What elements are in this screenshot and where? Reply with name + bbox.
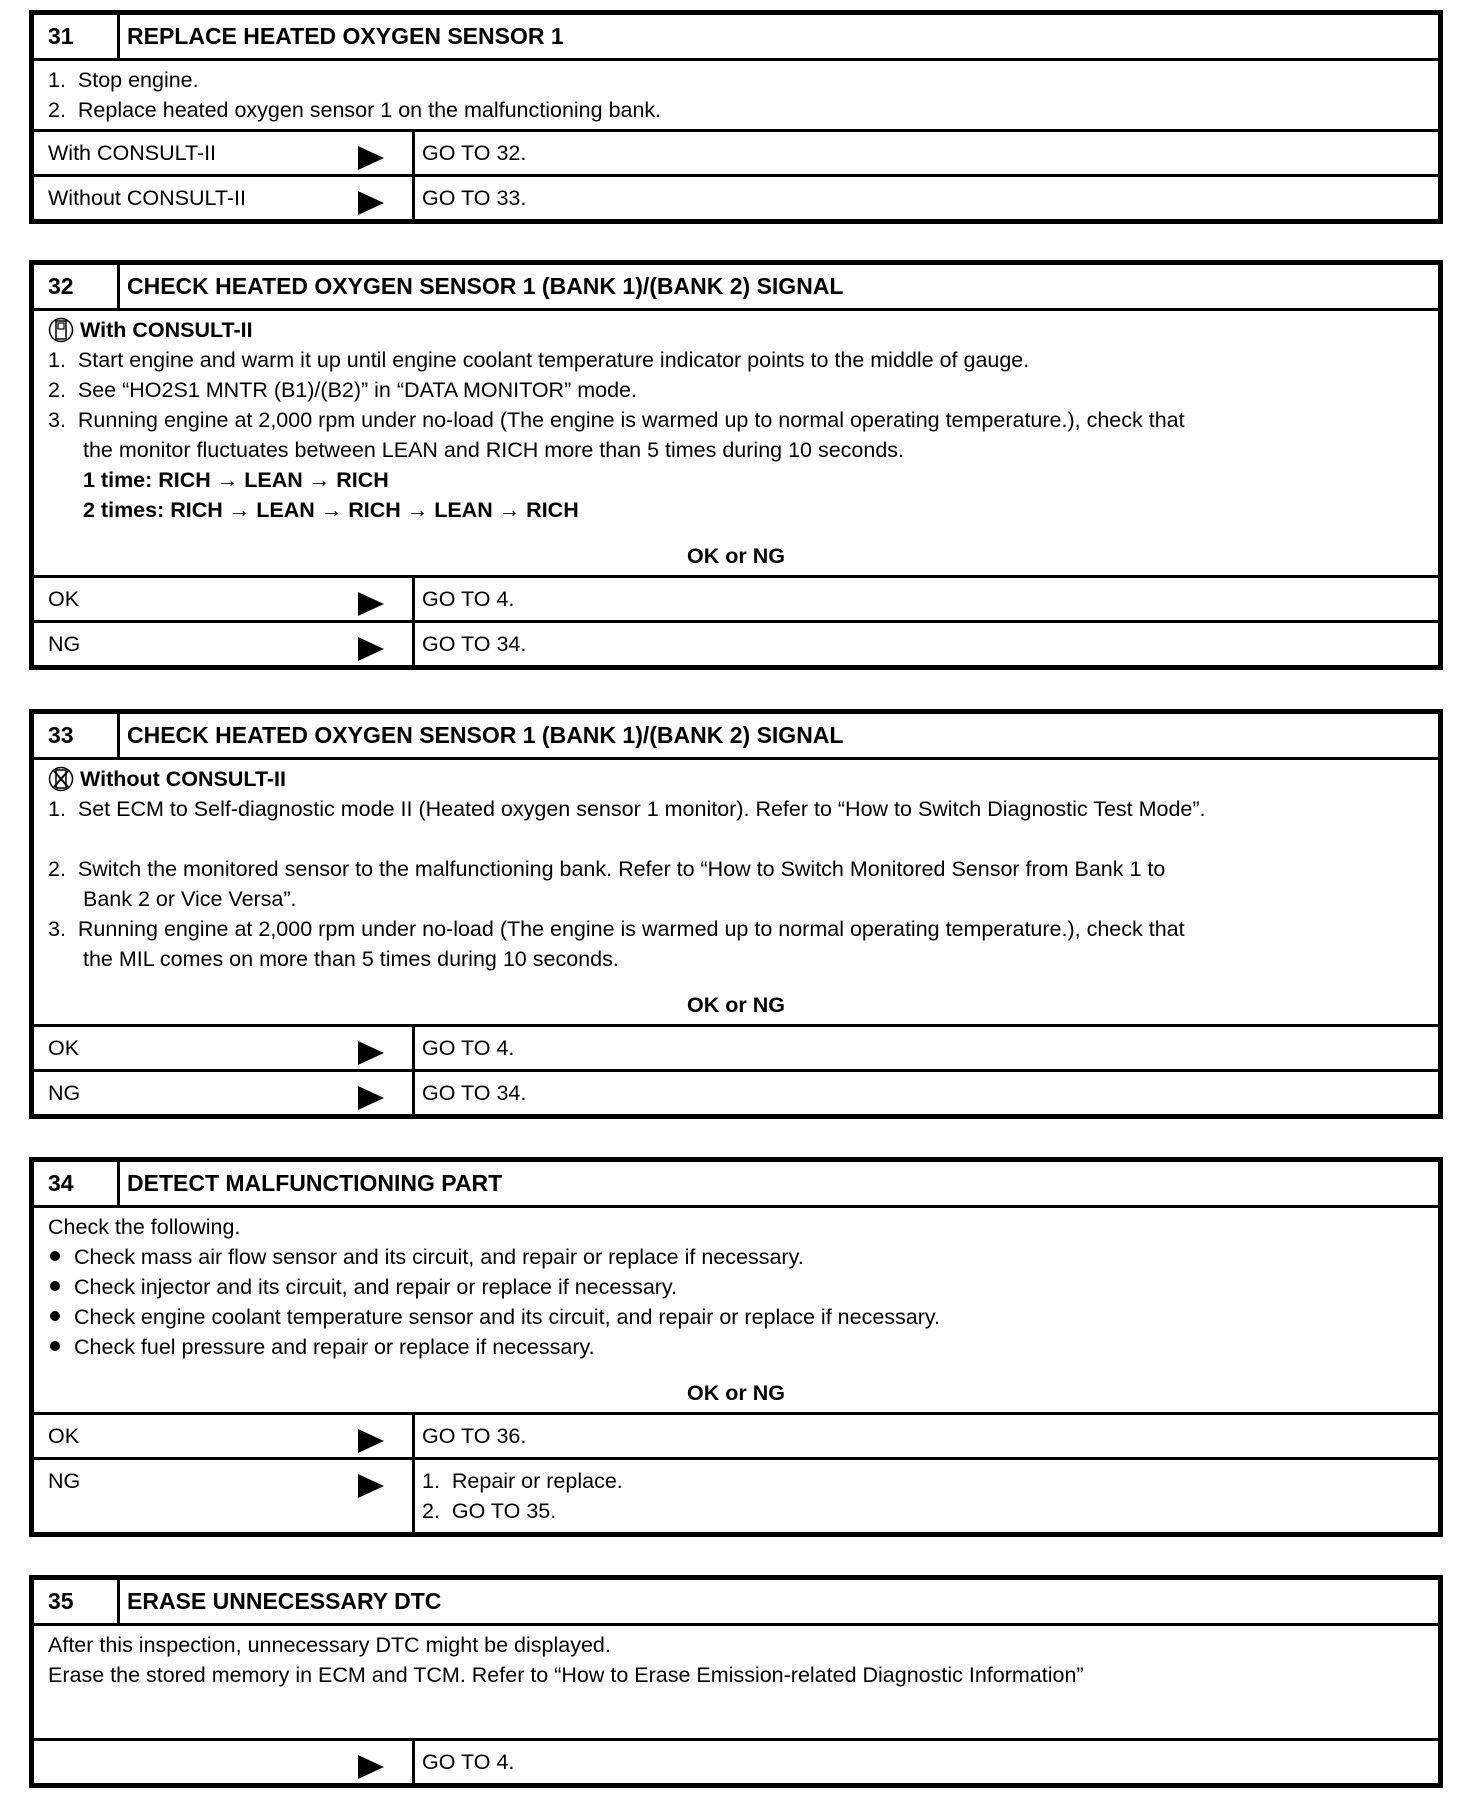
step-line: After this inspection, unnecessary DTC might be displayed. (48, 1633, 611, 1657)
step-body (34, 1208, 1438, 1415)
arrow-right-icon (358, 1041, 384, 1065)
step-line: 1. Stop engine. (48, 68, 199, 92)
consult-header-label: With CONSULT-II (80, 318, 253, 342)
step-line: 1. Set ECM to Self-diagnostic mode II (Heated oxygen sensor 1 monitor). Refer to “How to Switch Diagnostic Test Mode”. (48, 797, 1206, 821)
result-action-line: 1. Repair or replace. (422, 1469, 623, 1493)
step-line: 1. Start engine and warm it up until engine coolant temperature indicator points to the middle of gauge. (48, 348, 1030, 372)
step-body (34, 760, 1438, 1027)
arrow-right-icon (358, 191, 384, 215)
result-condition: NG (48, 632, 81, 656)
result-condition: NG (48, 1469, 81, 1493)
result-action: GO TO 4. (422, 1750, 515, 1774)
result-condition: Without CONSULT-II (48, 186, 246, 210)
result-condition: OK (48, 1036, 80, 1060)
step-title-row (34, 1580, 1438, 1626)
arrow-right-icon (358, 1474, 384, 1498)
arrow-right-icon (358, 592, 384, 616)
result-row (34, 1460, 1438, 1532)
arrow-right-icon (358, 1086, 384, 1110)
step-title: DETECT MALFUNCTIONING PART (127, 1170, 503, 1196)
result-row (34, 1072, 1438, 1114)
step-title: CHECK HEATED OXYGEN SENSOR 1 (BANK 1)/(BANK 2) SIGNAL (127, 722, 844, 748)
step-number: 34 (34, 1162, 120, 1205)
step-title-row (34, 714, 1438, 760)
bullet-item (48, 1332, 1424, 1362)
bullet-text: Check mass air flow sensor and its circuit, and repair or replace if necessary. (74, 1245, 804, 1269)
step-number: 35 (34, 1580, 120, 1623)
example-line: 2 times: RICH → LEAN → RICH → LEAN → RICH (83, 498, 579, 522)
step-line: Bank 2 or Vice Versa”. (83, 887, 297, 911)
no-consult-ii-icon (48, 766, 74, 792)
step-title-row (34, 15, 1438, 61)
result-row (34, 1027, 1438, 1072)
judgement-label: OK or NG (687, 1381, 785, 1405)
result-row (34, 623, 1438, 665)
consult-header (48, 315, 1424, 345)
step-body (34, 311, 1438, 578)
step-line: the monitor fluctuates between LEAN and RICH more than 5 times during 10 seconds. (83, 438, 905, 462)
result-action-line: 2. GO TO 35. (422, 1499, 557, 1523)
step-line: 2. See “HO2S1 MNTR (B1)/(B2)” in “DATA MONITOR” mode. (48, 378, 637, 402)
result-action: GO TO 34. (422, 1081, 527, 1105)
bullet-item (48, 1302, 1424, 1332)
result-action: GO TO 4. (422, 587, 515, 611)
step-number: 33 (34, 714, 120, 757)
bullet-item (48, 1242, 1424, 1272)
step-body (34, 61, 1438, 132)
bullet-icon (50, 1251, 60, 1261)
step-32-box (29, 260, 1443, 670)
step-34-box (29, 1157, 1443, 1537)
result-action (415, 1460, 1438, 1532)
result-action: GO TO 4. (422, 1036, 515, 1060)
result-action: GO TO 36. (422, 1424, 527, 1448)
no-consult-header-label: Without CONSULT-II (80, 767, 287, 791)
step-33-box (29, 709, 1443, 1119)
step-line: Erase the stored memory in ECM and TCM. Refer to “How to Erase Emission-related Diagnostic Information” (48, 1663, 1084, 1687)
arrow-right-icon (358, 1755, 384, 1779)
step-line: the MIL comes on more than 5 times during 10 seconds. (83, 947, 619, 971)
result-condition: OK (48, 587, 80, 611)
intro-line: Check the following. (48, 1215, 241, 1239)
step-number: 32 (34, 265, 120, 308)
arrow-right-icon (358, 1429, 384, 1453)
example-line: 1 time: RICH → LEAN → RICH (83, 468, 389, 492)
bullet-icon (50, 1281, 60, 1291)
step-title: ERASE UNNECESSARY DTC (127, 1588, 442, 1614)
result-condition: OK (48, 1424, 80, 1448)
result-row (34, 578, 1438, 623)
bullet-text: Check fuel pressure and repair or replace if necessary. (74, 1335, 595, 1359)
result-row (34, 1741, 1438, 1783)
step-31-box (29, 10, 1443, 224)
step-title-row (34, 265, 1438, 311)
judgement-label: OK or NG (687, 544, 785, 568)
step-title-row (34, 1162, 1438, 1208)
bullet-icon (50, 1341, 60, 1351)
arrow-right-icon (358, 637, 384, 661)
bullet-item (48, 1272, 1424, 1302)
step-line: 2. Replace heated oxygen sensor 1 on the malfunctioning bank. (48, 98, 662, 122)
judgement-label: OK or NG (687, 993, 785, 1017)
bullet-icon (50, 1311, 60, 1321)
no-consult-header (48, 764, 1424, 794)
step-line: 3. Running engine at 2,000 rpm under no-load (The engine is warmed up to normal operating temperature.), check that (48, 917, 1185, 941)
result-row (34, 1415, 1438, 1460)
result-action: GO TO 33. (422, 186, 527, 210)
result-row (34, 177, 1438, 219)
step-35-box (29, 1575, 1443, 1788)
result-action: GO TO 34. (422, 632, 527, 656)
arrow-right-icon (358, 146, 384, 170)
step-line: 3. Running engine at 2,000 rpm under no-load (The engine is warmed up to normal operating temperature.), check that (48, 408, 1185, 432)
step-title: REPLACE HEATED OXYGEN SENSOR 1 (127, 23, 564, 49)
step-title: CHECK HEATED OXYGEN SENSOR 1 (BANK 1)/(BANK 2) SIGNAL (127, 273, 844, 299)
step-number: 31 (34, 15, 120, 58)
consult-ii-icon (48, 317, 74, 343)
result-condition: NG (48, 1081, 81, 1105)
step-line: 2. Switch the monitored sensor to the malfunctioning bank. Refer to “How to Switch Monitored Sensor from Bank 1 to (48, 857, 1166, 881)
result-row (34, 132, 1438, 177)
result-condition: With CONSULT-II (48, 141, 217, 165)
step-body (34, 1626, 1438, 1741)
result-action: GO TO 32. (422, 141, 527, 165)
bullet-text: Check injector and its circuit, and repair or replace if necessary. (74, 1275, 678, 1299)
bullet-text: Check engine coolant temperature sensor and its circuit, and repair or replace if necessary. (74, 1305, 941, 1329)
